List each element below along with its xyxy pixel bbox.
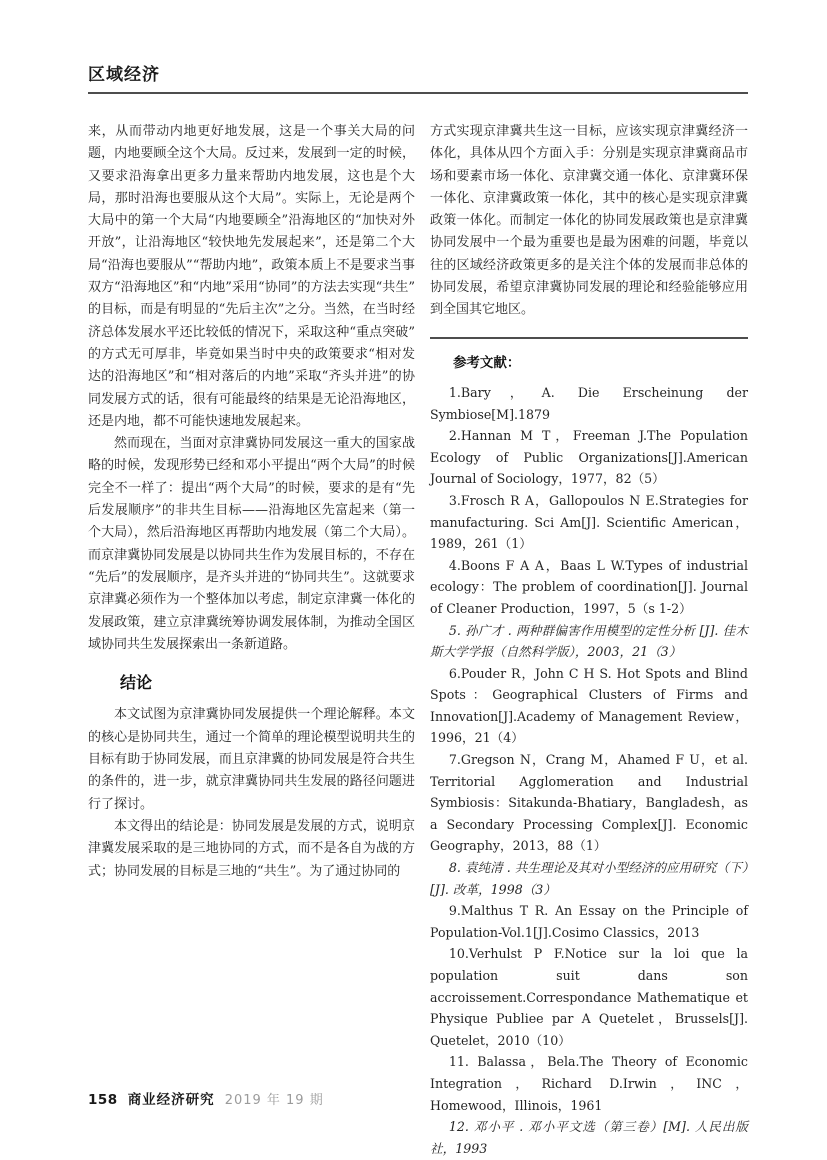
reference-item: 11. Balassa，Bela.The Theory of Economic Integration，Richard D.Irwin，INC，Homewood，Illinois，1961 <box>430 1054 748 1113</box>
reference-item: 1.Bary，A. Die Erscheinung der Symbiose[M].1879 <box>430 384 748 422</box>
reference-item: 8. 袁纯清 . 共生理论及其对小型经济的应用研究（下）[J]. 改革，1998（3） <box>430 860 748 897</box>
reference-item: 3.Frosch R A，Gallopoulos N E.Strategies for manufacturing. Sci Am[J]. Scientific American，1989，261（1） <box>430 492 748 552</box>
conclusion-paragraph: 本文试图为京津冀协同发展提供一个理论解释。本文的核心是协同共生，通过一个简单的理论模型说明共生的目标有助于协同发展，而且京津冀的协同发展是符合共生的条件的，进一步，就京津冀协同共生发展的路径问题进行了探讨。 <box>88 707 415 812</box>
issue-label: 2019 年 19 期 <box>224 1093 324 1108</box>
reference-item: 7.Gregson N，Crang M，Ahamed F U，et al. Territorial Agglomeration and Industrial Symbiosis：Sitakunda-Bhatiary，Bangladesh，as a Secondary Processing Complex[J]. Economic Geography，2013，88（1） <box>430 752 748 854</box>
reference-item: 5. 孙广才 . 两种群偏害作用模型的定性分析 [J]. 佳木斯大学学报（自然科学版），2003，21（3） <box>430 622 748 660</box>
reference-item: 4.Boons F A A，Baas L W.Types of industrial ecology：The problem of coordination[J]. Journal of Cleaner Production，1997，5（s 1-2） <box>430 557 748 616</box>
reference-item: 10.Verhulst P F.Notice sur la loi que la population suit dans son accroissement.Correspondance Mathematique et Physique Publiee par A Quetelet，Brussels[J]. Quetelet，2010（10） <box>430 946 748 1048</box>
body-paragraph: 来，从而带动内地更好地发展，这是一个事关大局的问题，内地要顾全这个大局。反过来，发展到一定的时候，又要求沿海拿出更多力量来帮助内地发展，这也是个大局，那时沿海也要服从这个大局”。实际上，无论是两个大局中的第一个大局“内地要顾全”沿海地区的“加快对外开放”，让沿海地区“较快地先发展起来”，还是第二个大局“沿海也要服从”“帮助内地”，政策本质上不是要求当事双方“沿海地区”和“内地”采用“协同”的方法去实现“共生”的目标，而是有明显的“先后主次”之分。当然，在当时经济总体发展水平还比较低的情况下，采取这种“重点突破”的方式无可厚非，毕竟如果当时中央的政策要求“相对发达的沿海地区”和“相对落后的内地”采取“齐头并进”的协同发展方式的话，很有可能最终的结果是无论沿海地区，还是内地，都不可能快速地发展起来。 <box>88 124 415 429</box>
reference-item: 12. 邓小平 . 邓小平文选（第三卷）[M]. 人民出版社，1993 <box>430 1119 748 1156</box>
right-column <box>430 121 748 1159</box>
reference-item: 2.Hannan M T，Freeman J.The Population Ecology of Public Organizations[J].American Journal of Sociology，1977，82（5） <box>430 428 748 487</box>
references-heading: 参考文献： <box>452 354 521 371</box>
page-footer <box>88 1088 324 1108</box>
page-number: 158 <box>88 1092 118 1108</box>
left-column <box>88 121 415 1159</box>
article-body <box>88 121 748 1159</box>
reference-item: 6.Pouder R，John C H S. Hot Spots and Blind Spots：Geographical Clusters of Firms and Innovation[J].Academy of Management Review，1996，21（4） <box>430 665 748 746</box>
section-label: 区域经济 <box>88 65 160 85</box>
body-paragraph: 方式实现京津冀共生这一目标，应该实现京津冀经济一体化，具体从四个方面入手：分别是实现京津冀商品市场和要素市场一体化、京津冀交通一体化、京津冀环保一体化、京津冀政策一体化，其中的核心是实现京津冀政策一体化。而制定一体化的协同发展政策也是京津冀协同发展中一个最为重要也是最为困难的问题，毕竟以往的区域经济政策更多的是关注个体的发展而非总体的协同发展，希望京津冀协同发展的理论和经验能够应用到全国其它地区。 <box>430 124 748 318</box>
page-header <box>88 60 748 94</box>
journal-name: 商业经济研究 <box>127 1092 215 1108</box>
reference-item: 9.Malthus T R. An Essay on the Principle of Population-Vol.1[J].Cosimo Classics，2013 <box>430 903 748 940</box>
header-divider <box>88 92 748 94</box>
conclusion-heading: 结论 <box>120 673 153 693</box>
references-section <box>430 337 748 1160</box>
body-paragraph: 然而现在，当面对京津冀协同发展这一重大的国家战略的时候，发现形势已经和邓小平提出“两个大局”的时候完全不一样了：提出“两个大局”的时候，要求的是有“先后发展顺序”的非共生目标——沿海地区先富起来（第一个大局），然后沿海地区再帮助内地发展（第二个大局）。而京津冀协同发展是以协同共生作为发展目标的，不存在“先后”的发展顺序，是齐头并进的“协同共生”。这就要求京津冀必须作为一个整体加以考虑，制定京津冀一体化的发展政策，建立京津冀统筹协调发展体制，为推动全国区域协同共生发展探索出一条新道路。 <box>88 436 415 652</box>
references-list <box>430 382 748 1159</box>
conclusion-paragraph: 本文得出的结论是：协同发展是发展的方式，说明京津冀发展采取的是三地协同的方式，而不是各自为战的方式；协同发展的目标是三地的“共生”。为了通过协同的 <box>88 818 415 879</box>
